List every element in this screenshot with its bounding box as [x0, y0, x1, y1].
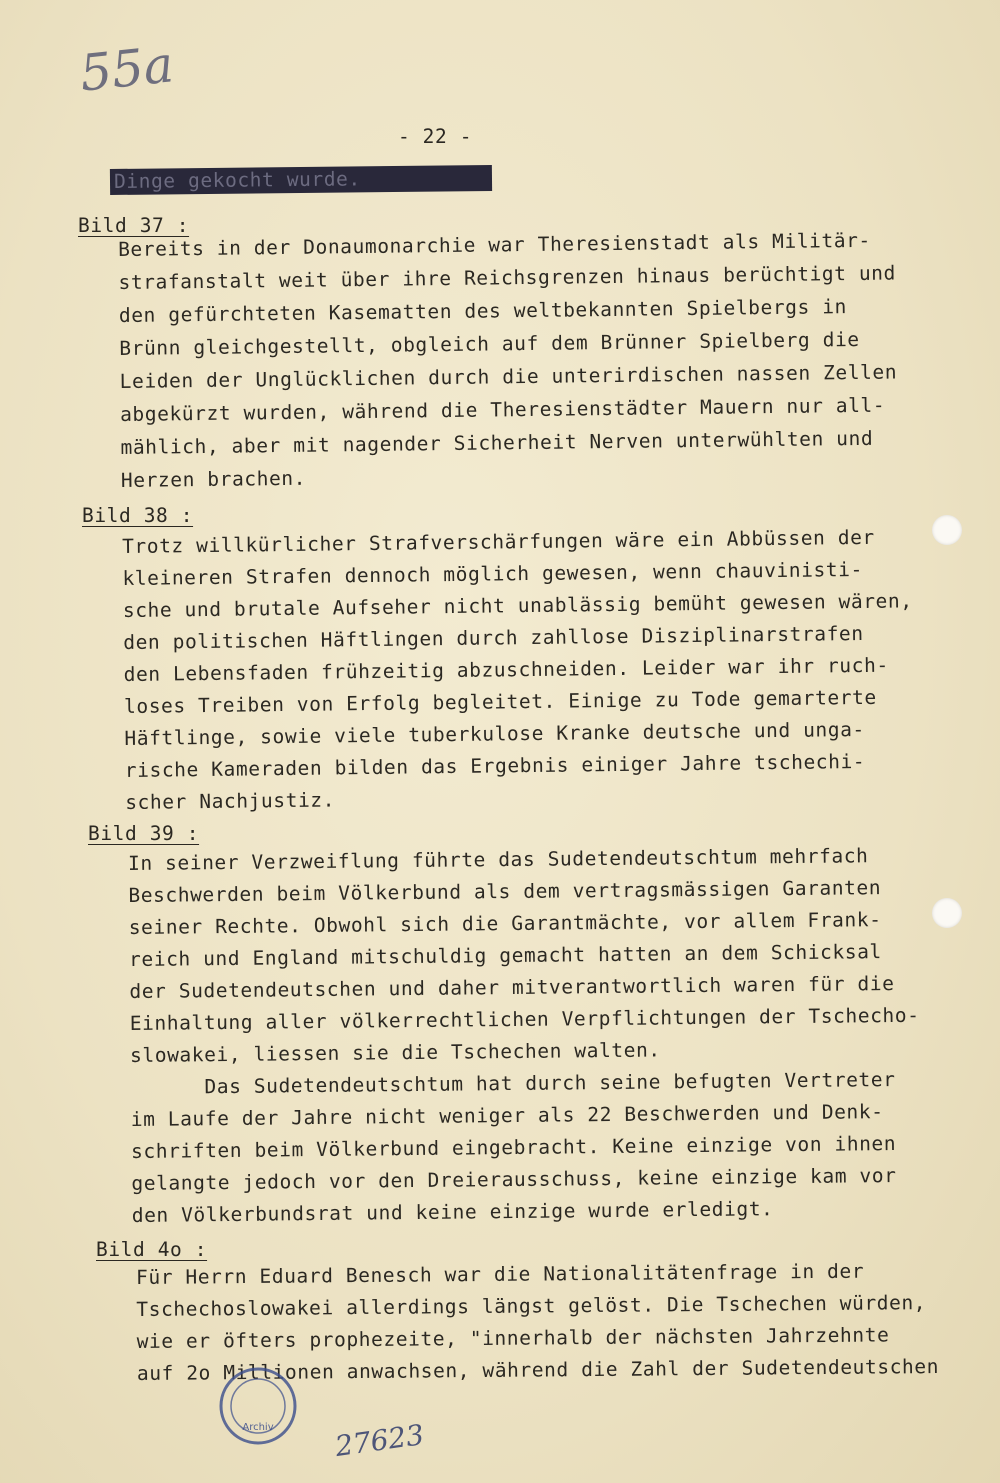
stamp-text: Archiv: [242, 1422, 274, 1433]
text-line: Trotz willkürlicher Strafverschärfungen wäre ein Abbüssen der: [121, 525, 875, 558]
archive-stamp: [218, 1366, 298, 1446]
text-line: Leiden der Unglücklichen durch die unterirdischen nassen Zellen: [119, 360, 898, 393]
punch-hole-top: [932, 515, 962, 545]
text-line: Beschwerden beim Völkerbund als dem vertragsmässigen Garanten: [128, 876, 882, 907]
text-line: den Lebensfaden frühzeitig abzuschneiden. Leider war ihr ruch-: [123, 653, 889, 686]
text-line: slowakei, liessen sie die Tschechen walten.: [129, 1038, 661, 1067]
text-line: sche und brutale Aufseher nicht unablässig bemüht gewesen wären,: [122, 589, 913, 622]
text-line: Herzen brachen.: [120, 466, 307, 492]
text-line: schriften beim Völkerbund eingebracht. Keine einzige von ihnen: [130, 1131, 897, 1163]
handwritten-inventory-number: 27623: [333, 1417, 426, 1464]
section-heading-bild-40: Bild 4o :: [96, 1238, 208, 1261]
text-line: Bereits in der Donaumonarchie war Theresienstadt als Militär-: [117, 228, 871, 261]
punch-hole-bottom: [932, 898, 962, 928]
text-line: gelangte jedoch vor den Dreierausschuss, keine einzige kam vor: [131, 1163, 897, 1195]
section-heading-bild-39: Bild 39 :: [88, 822, 200, 845]
section-heading-bild-37: Bild 37 :: [78, 214, 190, 237]
text-line: Tschechoslowakei allerdings längst gelöst. Die Tschechen würden,: [136, 1291, 927, 1321]
page-number: - 22 -: [398, 125, 473, 148]
text-line: wie er öfters prophezeite, "innerhalb der nächsten Jahrzehnte: [136, 1323, 890, 1353]
text-line: im Laufe der Jahre nicht weniger als 22 Beschwerden und Denk-: [130, 1100, 884, 1131]
text-line: strafanstalt weit über ihre Reichsgrenzen hinaus berüchtigt und: [118, 261, 897, 294]
text-line: rische Kameraden bilden das Ergebnis einiger Jahre tschechi-: [124, 749, 866, 782]
text-line: seiner Rechte. Obwohl sich die Garantmächte, vor allem Frank-: [128, 908, 882, 939]
text-line: Brünn gleichgestellt, obgleich auf dem Brünner Spielberg die: [119, 327, 860, 360]
text-line: Für Herrn Eduard Benesch war die Nationalitätenfrage in der: [135, 1259, 865, 1289]
text-line: Einhaltung aller völkerrechtlichen Verpflichtungen der Tschecho-: [129, 1003, 920, 1035]
text-line: Das Sudetendeutschtum hat durch seine befugten Vertreter: [130, 1067, 896, 1099]
text-line: der Sudetendeutschen und daher mitverantwortlich waren für die: [129, 971, 895, 1003]
section-heading-bild-38: Bild 38 :: [82, 504, 194, 527]
text-line: scher Nachjustiz.: [125, 788, 336, 814]
text-line: auf 2o Millionen anwachsen, während die Zahl der Sudetendeutschen: [136, 1354, 940, 1385]
text-line: Häftlinge, sowie viele tuberkulose Kranke deutsche und unga-: [124, 717, 865, 750]
text-line: den politischen Häftlingen durch zahllose Disziplinarstrafen: [123, 621, 864, 654]
redacted-line: Dinge gekocht wurde.: [110, 165, 492, 194]
text-line: den gefürchteten Kasematten des weltbekannten Spielbergs in: [118, 295, 848, 327]
text-line: kleineren Strafen dennoch möglich gewesen, wenn chauvinisti-: [122, 557, 863, 590]
text-line: loses Treiben von Erfolg begleitet. Einige zu Tode gemarterte: [123, 685, 877, 718]
text-line: mählich, aber mit nagender Sicherheit Nerven unterwühlten und: [120, 426, 874, 459]
handwritten-archive-number: 55a: [77, 35, 177, 103]
text-line: den Völkerbundsrat und keine einzige wurde erledigt.: [131, 1197, 774, 1227]
text-line: reich und England mitschuldig gemacht hatten an dem Schicksal: [128, 940, 882, 971]
text-line: In seiner Verzweiflung führte das Sudetendeutschtum mehrfach: [127, 844, 869, 875]
text-line: abgekürzt wurden, während die Theresienstädter Mauern nur all-: [119, 393, 886, 426]
